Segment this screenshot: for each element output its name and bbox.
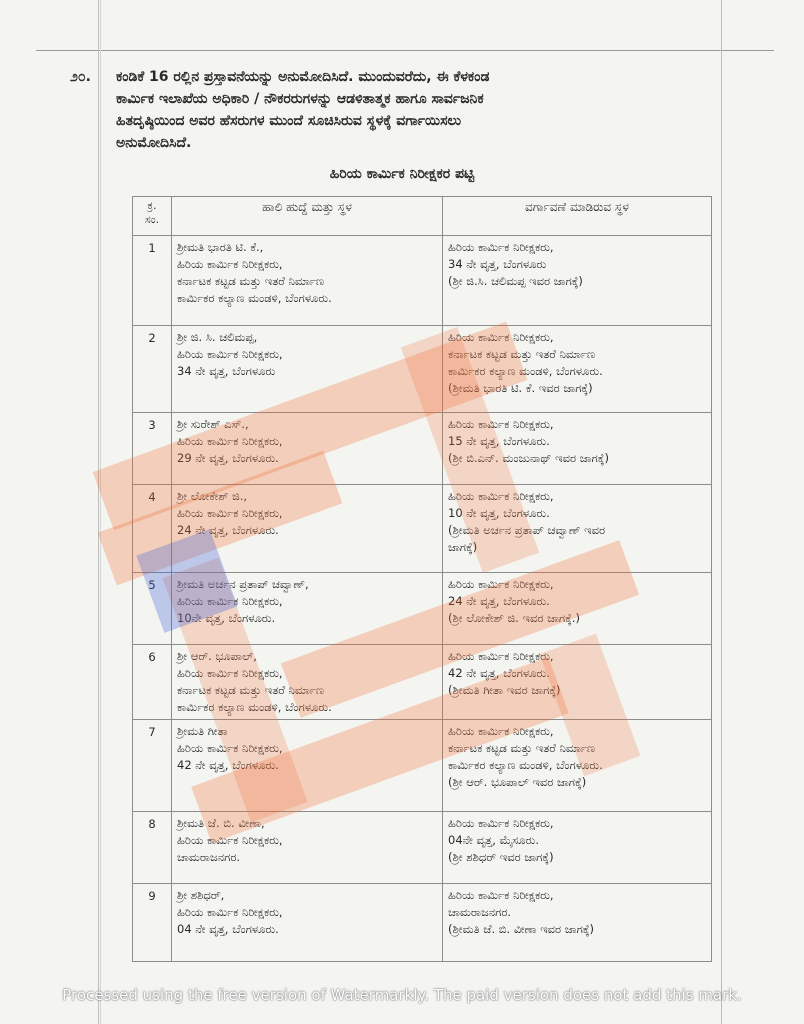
header-current-post: ಹಾಲಿ ಹುದ್ದೆ ಮತ್ತು ಸ್ಥಳ <box>172 197 443 236</box>
current-post-line: ಶ್ರೀ ಸುರೇಶ್ ಎಸ್., <box>177 417 249 431</box>
transfer-place-line: (ಶ್ರೀ ಜಿ.ಸಿ. ಚಲಿಮಪ್ಪ ಇವರ ಜಾಗಕ್ಕೆ) <box>448 274 583 288</box>
transfer-place-cell <box>443 236 712 326</box>
transfer-place-cell <box>443 812 712 884</box>
current-post-line: ಕರ್ನಾಟಕ ಕಟ್ಟಡ ಮತ್ತು ಇತರೆ ನಿರ್ಮಾಣ <box>177 683 325 697</box>
paragraph-line: ಅನುಮೋದಿಸಿದೆ. <box>116 135 192 151</box>
transfer-place-line: 34 ನೇ ವೃತ್ತ, ಬೆಂಗಳೂರು <box>448 257 547 271</box>
paragraph-20 <box>70 66 760 154</box>
current-post-line: ಶ್ರೀಮತಿ ಭಾರತಿ ಟಿ. ಕೆ., <box>177 240 264 254</box>
serial-number-cell: 1 <box>133 236 172 326</box>
transfer-place-line: (ಶ್ರೀ ಲೋಕೇಶ್ ಜಿ. ಇವರ ಜಾಗಕ್ಕೆ.) <box>448 611 580 625</box>
current-post-line: 24 ನೇ ವೃತ್ತ, ಬೆಂಗಳೂರು. <box>177 523 279 537</box>
transfer-place-line: ಕರ್ನಾಟಕ ಕಟ್ಟಡ ಮತ್ತು ಇತರೆ ನಿರ್ಮಾಣ <box>448 741 596 755</box>
current-post-line: ಶ್ರೀ ಶಶಿಧರ್, <box>177 888 225 902</box>
current-post-cell <box>172 485 443 573</box>
table-row <box>133 413 712 485</box>
transfer-place-cell <box>443 413 712 485</box>
transfer-place-line: 24 ನೇ ವೃತ್ತ, ಬೆಂಗಳೂರು. <box>448 594 550 608</box>
serial-number-cell: 4 <box>133 485 172 573</box>
transfer-place-line: ಹಿರಿಯ ಕಾರ್ಮಿಕ ನಿರೀಕ್ಷಕರು, <box>448 649 554 663</box>
transfer-place-line: ಜಾಗಕ್ಕೆ) <box>448 540 478 554</box>
current-post-line: ಹಿರಿಯ ಕಾರ್ಮಿಕ ನಿರೀಕ್ಷಕರು, <box>177 347 283 361</box>
serial-number-cell: 3 <box>133 413 172 485</box>
transfer-place-line: (ಶ್ರೀಮತಿ ಭಾರತಿ ಟಿ. ಕೆ. ಇವರ ಜಾಗಕ್ಕೆ) <box>448 381 593 395</box>
transfer-place-line: ಹಿರಿಯ ಕಾರ್ಮಿಕ ನಿರೀಕ್ಷಕರು, <box>448 888 554 902</box>
current-post-line: ಕಾರ್ಮಿಕರ ಕಲ್ಯಾಣ ಮಂಡಳಿ, ಬೆಂಗಳೂರು. <box>177 291 332 305</box>
current-post-line: ಶ್ರೀ ಲೋಕೇಶ್ ಜಿ., <box>177 489 248 503</box>
current-post-line: ಹಿರಿಯ ಕಾರ್ಮಿಕ ನಿರೀಕ್ಷಕರು, <box>177 434 283 448</box>
top-rule <box>36 50 774 51</box>
current-post-line: ಹಿರಿಯ ಕಾರ್ಮಿಕ ನಿರೀಕ್ಷಕರು, <box>177 666 283 680</box>
list-title: ಹಿರಿಯ ಕಾರ್ಮಿಕ ನಿರೀಕ್ಷಕರ ಪಟ್ಟಿ <box>329 166 475 182</box>
transfer-place-line: 15 ನೇ ವೃತ್ತ, ಬೆಂಗಳೂರು. <box>448 434 550 448</box>
header-transfer-place: ವರ್ಗಾವಣೆ ಮಾಡಿರುವ ಸ್ಥಳ <box>443 197 712 236</box>
paragraph-line: ಹಿತದೃಷ್ಠಿಯಿಂದ ಅವರ ಹೆಸರುಗಳ ಮುಂದೆ ಸೂಚಿಸಿರುವ ಸ್ಥಳಕ್ಕೆ ವರ್ಗಾಯಿಸಲು <box>116 113 462 129</box>
table-row <box>133 812 712 884</box>
paragraph-text <box>116 66 760 154</box>
serial-number-cell: 7 <box>133 720 172 812</box>
current-post-cell <box>172 573 443 645</box>
transfer-table <box>132 196 712 962</box>
current-post-line: ಶ್ರೀಮತಿ ಗೀತಾ <box>177 724 228 738</box>
serial-number-cell: 8 <box>133 812 172 884</box>
current-post-line: 29 ನೇ ವೃತ್ತ, ಬೆಂಗಳೂರು. <box>177 451 279 465</box>
current-post-cell <box>172 326 443 413</box>
transfer-place-line: 10 ನೇ ವೃತ್ತ, ಬೆಂಗಳೂರು. <box>448 506 550 520</box>
current-post-cell <box>172 645 443 720</box>
transfer-place-cell <box>443 485 712 573</box>
current-post-cell <box>172 413 443 485</box>
transfer-place-line: ಕಾರ್ಮಿಕರ ಕಲ್ಯಾಣ ಮಂಡಳಿ, ಬೆಂಗಳೂರು. <box>448 364 603 378</box>
current-post-line: 04 ನೇ ವೃತ್ತ, ಬೆಂಗಳೂರು. <box>177 922 279 936</box>
serial-number-cell: 9 <box>133 884 172 962</box>
current-post-line: ಹಿರಿಯ ಕಾರ್ಮಿಕ ನಿರೀಕ್ಷಕರು, <box>177 506 283 520</box>
current-post-line: ಹಿರಿಯ ಕಾರ್ಮಿಕ ನಿರೀಕ್ಷಕರು, <box>177 833 283 847</box>
transfer-place-line: (ಶ್ರೀ ಬಿ.ಎನ್. ಮಂಜುನಾಥ್ ಇವರ ಜಾಗಕ್ಕೆ) <box>448 451 609 465</box>
transfer-place-cell <box>443 645 712 720</box>
transfer-place-line: (ಶ್ರೀ ಶಶಿಧರ್ ಇವರ ಜಾಗಕ್ಕೆ) <box>448 850 554 864</box>
serial-number-cell: 5 <box>133 573 172 645</box>
paragraph-number: ೨೦. <box>70 69 91 85</box>
transfer-place-line: ಹಿರಿಯ ಕಾರ್ಮಿಕ ನಿರೀಕ್ಷಕರು, <box>448 417 554 431</box>
current-post-line: 10ನೇ ವೃತ್ತ, ಬೆಂಗಳೂರು. <box>177 611 276 625</box>
current-post-line: ಹಿರಿಯ ಕಾರ್ಮಿಕ ನಿರೀಕ್ಷಕರು, <box>177 741 283 755</box>
table-row <box>133 720 712 812</box>
current-post-line: ಕರ್ನಾಟಕ ಕಟ್ಟಡ ಮತ್ತು ಇತರೆ ನಿರ್ಮಾಣ <box>177 274 325 288</box>
table-row <box>133 645 712 720</box>
table-row <box>133 326 712 413</box>
table-row <box>133 485 712 573</box>
header-serial-line2: ಸಂ. <box>144 213 160 226</box>
current-post-line: 42 ನೇ ವೃತ್ತ, ಬೆಂಗಳೂರು. <box>177 758 279 772</box>
transfer-place-cell <box>443 326 712 413</box>
current-post-line: ಕಾರ್ಮಿಕರ ಕಲ್ಯಾಣ ಮಂಡಳಿ, ಬೆಂಗಳೂರು. <box>177 700 332 714</box>
paragraph-line: ಕಂಡಿಕೆ 16 ರಲ್ಲಿನ ಪ್ರಸ್ತಾವನೆಯನ್ನು ಅನುಮೋದಿಸಿದೆ. ಮುಂದುವರೆದು, ಈ ಕೆಳಕಂಡ <box>116 69 490 85</box>
current-post-line: 34 ನೇ ವೃತ್ತ, ಬೆಂಗಳೂರು <box>177 364 276 378</box>
table-row <box>133 236 712 326</box>
current-post-line: ಹಿರಿಯ ಕಾರ್ಮಿಕ ನಿರೀಕ್ಷಕರು, <box>177 257 283 271</box>
header-serial-line1: ಕ್ರ. <box>147 199 157 212</box>
transfer-place-line: ಹಿರಿಯ ಕಾರ್ಮಿಕ ನಿರೀಕ್ಷಕರು, <box>448 724 554 738</box>
serial-number-cell: 6 <box>133 645 172 720</box>
current-post-line: ಶ್ರೀಮತಿ ಜೆ. ಬಿ. ವೀಣಾ, <box>177 816 265 830</box>
transfer-place-line: ಕರ್ನಾಟಕ ಕಟ್ಟಡ ಮತ್ತು ಇತರೆ ನಿರ್ಮಾಣ <box>448 347 596 361</box>
transfer-place-line: ಹಿರಿಯ ಕಾರ್ಮಿಕ ನಿರೀಕ್ಷಕರು, <box>448 489 554 503</box>
current-post-line: ಚಾಮರಾಜನಗರ. <box>177 850 241 864</box>
current-post-line: ಹಿರಿಯ ಕಾರ್ಮಿಕ ನಿರೀಕ್ಷಕರು, <box>177 594 283 608</box>
header-serial <box>133 197 172 236</box>
current-post-cell <box>172 720 443 812</box>
transfer-place-cell <box>443 884 712 962</box>
current-post-line: ಶ್ರೀಮತಿ ಅರ್ಚನ ಪ್ರತಾಪ್ ಚವ್ವಾಣ್, <box>177 577 309 591</box>
watermark-note: Processed using the free version of Watermarkly. The paid version does not add this mark. <box>62 986 742 1004</box>
transfer-place-line: 04ನೇ ವೃತ್ತ, ಮೈಸೂರು. <box>448 833 539 847</box>
transfer-place-cell <box>443 720 712 812</box>
transfer-place-line: ಚಾಮರಾಜನಗರ. <box>448 905 512 919</box>
transfer-place-line: (ಶ್ರೀ ಆರ್. ಭೂಪಾಲ್ ಇವರ ಜಾಗಕ್ಕೆ) <box>448 775 587 789</box>
paragraph-line: ಕಾರ್ಮಿಕ ಇಲಾಖೆಯ ಅಧಿಕಾರಿ / ನೌಕರರುಗಳನ್ನು ಆಡಳಿತಾತ್ಮಕ ಹಾಗೂ ಸಾರ್ವಜನಿಕ <box>116 91 484 107</box>
current-post-cell <box>172 812 443 884</box>
transfer-place-line: ಹಿರಿಯ ಕಾರ್ಮಿಕ ನಿರೀಕ್ಷಕರು, <box>448 577 554 591</box>
current-post-line: ಶ್ರೀ ಜಿ. ಸಿ. ಚಲಿಮಪ್ಪ, <box>177 330 258 344</box>
current-post-cell <box>172 236 443 326</box>
transfer-place-line: (ಶ್ರೀಮತಿ ಗೀತಾ ಇವರ ಜಾಗಕ್ಕೆ) <box>448 683 561 697</box>
transfer-place-line: ಹಿರಿಯ ಕಾರ್ಮಿಕ ನಿರೀಕ್ಷಕರು, <box>448 240 554 254</box>
table-header-row <box>133 197 712 236</box>
transfer-place-line: 42 ನೇ ವೃತ್ತ, ಬೆಂಗಳೂರು. <box>448 666 550 680</box>
serial-number-cell: 2 <box>133 326 172 413</box>
table-row <box>133 573 712 645</box>
transfer-place-line: ಹಿರಿಯ ಕಾರ್ಮಿಕ ನಿರೀಕ್ಷಕರು, <box>448 330 554 344</box>
transfer-place-line: ಹಿರಿಯ ಕಾರ್ಮಿಕ ನಿರೀಕ್ಷಕರು, <box>448 816 554 830</box>
current-post-line: ಶ್ರೀ ಆರ್. ಭೂಪಾಲ್, <box>177 649 257 663</box>
current-post-line: ಹಿರಿಯ ಕಾರ್ಮಿಕ ನಿರೀಕ್ಷಕರು, <box>177 905 283 919</box>
transfer-place-line: ಕಾರ್ಮಿಕರ ಕಲ್ಯಾಣ ಮಂಡಳಿ, ಬೆಂಗಳೂರು. <box>448 758 603 772</box>
table-row <box>133 884 712 962</box>
current-post-cell <box>172 884 443 962</box>
transfer-place-line: (ಶ್ರೀಮತಿ ಜೆ. ಬಿ. ವೀಣಾ ಇವರ ಜಾಗಕ್ಕೆ) <box>448 922 595 936</box>
transfer-place-cell <box>443 573 712 645</box>
transfer-place-line: (ಶ್ರೀಮತಿ ಅರ್ಚನ ಪ್ರತಾಪ್ ಚವ್ವಾಣ್ ಇವರ <box>448 523 606 537</box>
